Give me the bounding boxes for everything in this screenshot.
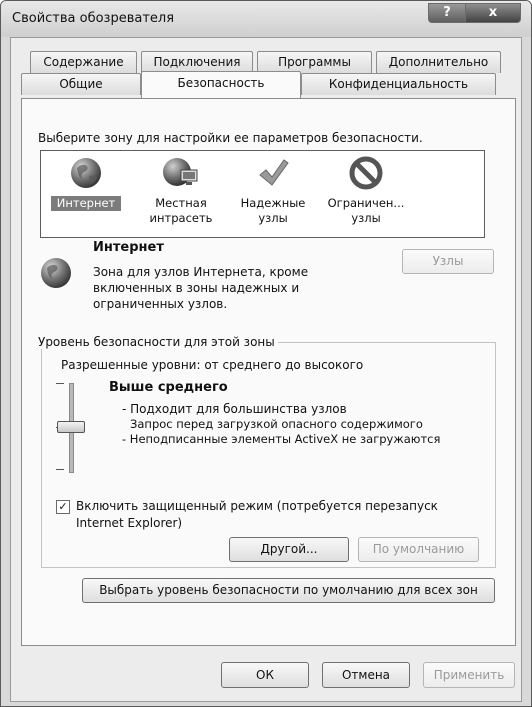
zone-description-line: включенных в зоны надежных и (93, 281, 300, 295)
zone-local-intranet[interactable] (141, 156, 221, 226)
globe-icon (39, 256, 73, 290)
zone-title: Интернет (93, 240, 164, 255)
security-slider-thumb[interactable] (57, 421, 85, 433)
level-bullet: - Неподписанные элементы ActiveX не загружаются (122, 432, 441, 446)
default-level-button[interactable]: По умолчанию (358, 537, 479, 562)
zone-description-line: Зона для узлов Интернета, кроме (93, 265, 309, 279)
zone-internet[interactable] (51, 156, 121, 211)
allowed-levels-text: Разрешенные уровни: от среднего до высокого (61, 358, 364, 372)
tab-programs[interactable]: Программы (257, 51, 372, 73)
tab-advanced[interactable]: Дополнительно (376, 51, 501, 73)
sites-button[interactable]: Узлы (402, 249, 494, 274)
help-button[interactable]: ? (428, 3, 466, 23)
intranet-icon (161, 156, 201, 190)
zone-trusted-sites[interactable] (235, 156, 311, 226)
tab-privacy[interactable]: Конфиденциальность (301, 73, 496, 95)
tab-connections[interactable]: Подключения (141, 51, 253, 73)
prohibited-icon (349, 156, 383, 190)
custom-level-button[interactable]: Другой... (229, 537, 349, 562)
window-title: Свойства обозревателя (12, 11, 175, 26)
security-content (1, 1, 532, 707)
zone-label-line2: интрасеть (149, 211, 213, 225)
protected-mode-checkbox[interactable]: ✓ (56, 500, 70, 514)
zone-description (93, 264, 308, 312)
close-button[interactable]: x (465, 3, 521, 23)
tab-general[interactable]: Общие (21, 73, 141, 95)
zone-label: Интернет (51, 196, 121, 211)
protected-mode-label-line2: Internet Explorer) (76, 516, 183, 530)
ok-button[interactable]: ОК (221, 662, 309, 688)
security-level-group-title: Уровень безопасности для этой зоны (35, 335, 278, 349)
checkmark-icon (256, 156, 290, 190)
zone-label-line1: Ограничен... (327, 196, 405, 210)
slider-tick (56, 383, 64, 384)
apply-button[interactable]: Применить (423, 662, 515, 688)
zone-label-line2: узлы (258, 211, 288, 225)
select-zone-instruction: Выберите зону для настройки ее параметров безопасности. (38, 131, 423, 145)
zone-label-line2: узлы (351, 211, 381, 225)
protected-mode-label-line1: Включить защищенный режим (потребуется перезапуск (76, 499, 438, 513)
zone-label-line1: Местная (155, 196, 207, 210)
level-bullet: Запрос перед загрузкой опасного содержимого (130, 417, 423, 431)
reset-all-zones-button[interactable]: Выбрать уровень безопасности по умолчанию для всех зон (82, 578, 495, 603)
tab-content[interactable]: Содержание (30, 51, 137, 73)
cancel-button[interactable]: Отмена (322, 662, 410, 688)
security-level-group (41, 342, 496, 568)
zone-restricted-sites[interactable] (321, 156, 411, 226)
zone-description-line: ограниченных узлов. (93, 297, 228, 311)
zone-label-line1: Надежные (240, 196, 306, 210)
slider-tick (56, 469, 64, 470)
tab-security[interactable]: Безопасность (141, 71, 301, 98)
globe-icon (69, 156, 103, 190)
protected-mode-label[interactable] (76, 498, 438, 532)
security-level-name: Выше среднего (109, 380, 228, 395)
level-bullet: - Подходит для большинства узлов (122, 402, 347, 416)
